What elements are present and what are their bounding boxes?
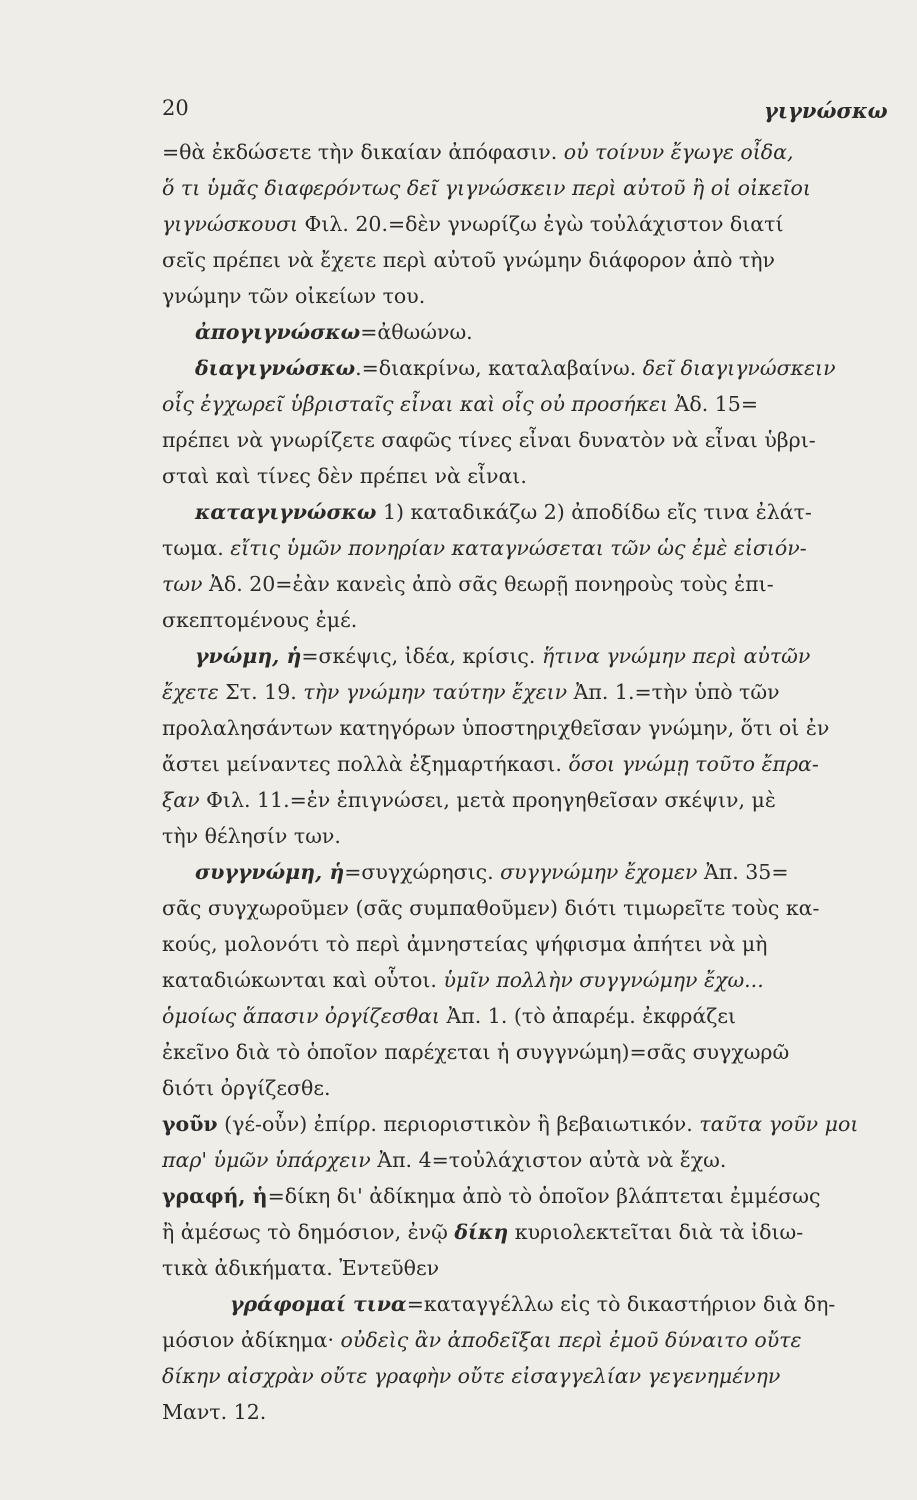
text-segment: πρέπει νὰ γνωρίζετε σαφῶς τίνες εἶναι δυνατὸν νὰ εἶναι ὑβρι-: [162, 428, 816, 452]
headword: ἀπογιγνώσκω: [195, 320, 361, 344]
text-line: [162, 142, 794, 163]
text-segment: ἔχετε: [162, 680, 226, 704]
text-segment: γνώμην τῶν οἰκείων του.: [162, 284, 426, 308]
headword: γράφομαί τινα: [230, 1292, 407, 1316]
text-line: [162, 970, 764, 991]
text-segment: ἐκεῖνο διὰ τὸ ὁποῖον παρέχεται ἡ συγγνώμη)=σᾶς συγχωρῶ: [162, 1040, 790, 1064]
page-number: 20: [162, 96, 189, 120]
text-segment: τὴν θέλησίν των.: [162, 824, 341, 848]
text-segment: κούς, μολονότι τὸ περὶ ἀμνηστείας ψήφισμα ἀπήτει νὰ μὴ: [162, 932, 768, 956]
text-segment: Φιλ. 20.=δὲν γνωρίζω ἐγὼ τοὐλάχιστον διατί: [304, 212, 784, 236]
text-segment: οἷς ἐγχωρεῖ ὑβρισταῖς εἶναι καὶ οἷς οὐ προσήκει: [162, 392, 675, 416]
headword: γραφή, ἡ: [162, 1184, 268, 1208]
text-line: [162, 1222, 803, 1243]
text-segment: δίκην αἰσχρὰν οὔτε γραφὴν οὔτε εἰσαγγελίαν γεγενημένην: [162, 1364, 781, 1388]
text-line: [195, 646, 810, 667]
text-line: [162, 1150, 726, 1171]
text-line: [162, 1366, 780, 1387]
text-line: [162, 1006, 736, 1027]
text-line: [230, 1294, 835, 1315]
text-line: [162, 1258, 439, 1279]
headword: γοῦν: [162, 1112, 218, 1136]
running-head: γιγνώσκω: [764, 98, 888, 123]
text-line: [162, 250, 775, 271]
text-segment: .=διακρίνω, καταλαβαίνω.: [355, 356, 643, 380]
text-segment: εἴτις ὑμῶν πονηρίαν καταγνώσεται τῶν ὡς ἐμὲ εἰσιόν-: [230, 536, 807, 560]
text-segment: ὑμῖν πολλὴν συγγνώμην ἔχω...: [443, 968, 764, 992]
text-segment: συγγνώμην ἔχομεν: [500, 860, 704, 884]
text-segment: οὐ τοίνυν ἔγωγε οἶδα,: [563, 140, 794, 164]
text-line: [162, 1042, 789, 1063]
text-segment: Στ. 19.: [225, 680, 304, 704]
text-segment: Ἀδ. 20=ἐὰν κανεὶς ἀπὸ σᾶς θεωρῇ πονηροὺς τοὺς ἐπι-: [209, 572, 774, 596]
text-segment: σταὶ καὶ τίνες δὲν πρέπει νὰ εἶναι.: [162, 464, 527, 488]
text-segment: σᾶς συγχωροῦμεν (σᾶς συμπαθοῦμεν) διότι τιμωρεῖτε τοὺς κα-: [162, 896, 820, 920]
text-line: [162, 178, 811, 199]
text-segment: τωμα.: [162, 536, 231, 560]
text-segment: Ἀδ. 15=: [674, 392, 759, 416]
text-line: [162, 430, 816, 451]
text-line: [162, 826, 341, 847]
text-line: [162, 466, 527, 487]
text-segment: ὁμοίως ἅπασιν ὀργίζεσθαι: [162, 1004, 447, 1028]
text-line: [162, 1114, 858, 1135]
text-segment: ὅσοι γνώμῃ τοῦτο ἔπρα-: [568, 752, 819, 776]
text-line: [162, 394, 758, 415]
text-line: [195, 322, 473, 343]
text-segment: Φιλ. 11.=ἐν ἐπιγνώσει, μετὰ προηγηθεῖσαν σκέψιν, μὲ: [206, 788, 776, 812]
text-line: [195, 358, 836, 379]
text-segment: ὅ τι ὑμᾶς διαφερόντως δεῖ γιγνώσκειν περὶ αὐτοῦ ἢ οἱ οἰκεῖοι: [162, 176, 811, 200]
headword: δίκη: [454, 1220, 509, 1244]
text-segment: δεῖ διαγιγνώσκειν: [642, 356, 836, 380]
text-segment: ταῦτα γοῦν μοι: [699, 1112, 859, 1136]
text-segment: (γέ-οὖν) ἐπίρρ. περιοριστικὸν ἢ βεβαιωτικόν.: [217, 1112, 700, 1136]
text-line: [162, 1186, 821, 1207]
headword: διαγιγνώσκω: [195, 356, 356, 380]
text-segment: καταδιώκωνται καὶ οὗτοι.: [162, 968, 444, 992]
text-line: [162, 934, 767, 955]
text-segment: μόσιον ἀδίκημα·: [162, 1328, 341, 1352]
headword: γνώμη, ἡ: [195, 644, 302, 668]
text-line: [162, 1402, 266, 1423]
text-segment: ξαν: [162, 788, 207, 812]
text-segment: Μαντ. 12.: [162, 1400, 267, 1424]
text-line: [162, 790, 776, 811]
text-line: [162, 682, 780, 703]
text-line: [162, 538, 807, 559]
text-line: [162, 574, 774, 595]
text-line: [162, 898, 819, 919]
text-line: [162, 718, 829, 739]
text-segment: =δίκη δι' ἀδίκημα ἀπὸ τὸ ὁποῖον βλάπτεται ἐμμέσως: [267, 1184, 821, 1208]
text-segment: των: [162, 572, 210, 596]
headword: συγγνώμη, ἡ: [195, 860, 345, 884]
text-line: [195, 862, 789, 883]
text-segment: παρ' ὑμῶν ὑπάρχειν: [162, 1148, 378, 1172]
text-segment: ἄστει μείναντες πολλὰ ἐξημαρτήκασι.: [162, 752, 569, 776]
text-segment: προλαλησάντων κατηγόρων ὑποστηριχθεῖσαν γνώμην, ὅτι οἱ ἐν: [162, 716, 830, 740]
text-segment: ἥτινα γνώμην περὶ αὐτῶν: [541, 644, 811, 668]
text-segment: διότι ὀργίζεσθε.: [162, 1076, 331, 1100]
text-line: [162, 754, 819, 775]
text-segment: 1) καταδικάζω 2) ἀποδίδω εἴς τινα ἐλάτ-: [376, 500, 812, 524]
text-line: [162, 214, 784, 235]
text-segment: =σκέψις, ἰδέα, κρίσις.: [301, 644, 542, 668]
text-segment: τὴν γνώμην ταύτην ἔχειν: [303, 680, 574, 704]
text-segment: =καταγγέλλω εἰς τὸ δικαστήριον διὰ δη-: [406, 1292, 836, 1316]
text-segment: =θὰ ἐκδώσετε τὴν δικαίαν ἀπόφασιν.: [162, 140, 564, 164]
text-segment: κυριολεκτεῖται διὰ τὰ ἰδιω-: [508, 1220, 804, 1244]
text-segment: Ἀπ. 1.=τὴν ὑπὸ τῶν: [573, 680, 780, 704]
text-line: [162, 1330, 802, 1351]
text-segment: σκεπτομένους ἐμέ.: [162, 608, 358, 632]
text-line: [162, 286, 425, 307]
text-segment: ἢ ἀμέσως τὸ δημόσιον, ἐνῷ: [162, 1220, 455, 1244]
text-segment: οὐδεὶς ἂν ἀποδεῖξαι περὶ ἐμοῦ δύναιτο οὔτε: [340, 1328, 802, 1352]
text-segment: =ἀθωώνω.: [360, 320, 473, 344]
text-segment: Ἀπ. 4=τοὐλάχιστον αὐτὰ νὰ ἔχω.: [377, 1148, 727, 1172]
text-segment: τικὰ ἀδικήματα. Ἐντεῦθεν: [162, 1256, 440, 1280]
text-segment: =συγχώρησις.: [344, 860, 501, 884]
text-segment: σεῖς πρέπει νὰ ἔχετε περὶ αὐτοῦ γνώμην διάφορον ἀπὸ τὴν: [162, 248, 776, 272]
text-segment: Ἀπ. 1. (τὸ ἀπαρέμ. ἐκφράζει: [446, 1004, 737, 1028]
headword: καταγιγνώσκω: [195, 500, 377, 524]
text-segment: γιγνώσκουσι: [162, 212, 305, 236]
text-line: [195, 502, 812, 523]
text-segment: Ἀπ. 35=: [703, 860, 789, 884]
text-line: [162, 610, 357, 631]
text-line: [162, 1078, 331, 1099]
